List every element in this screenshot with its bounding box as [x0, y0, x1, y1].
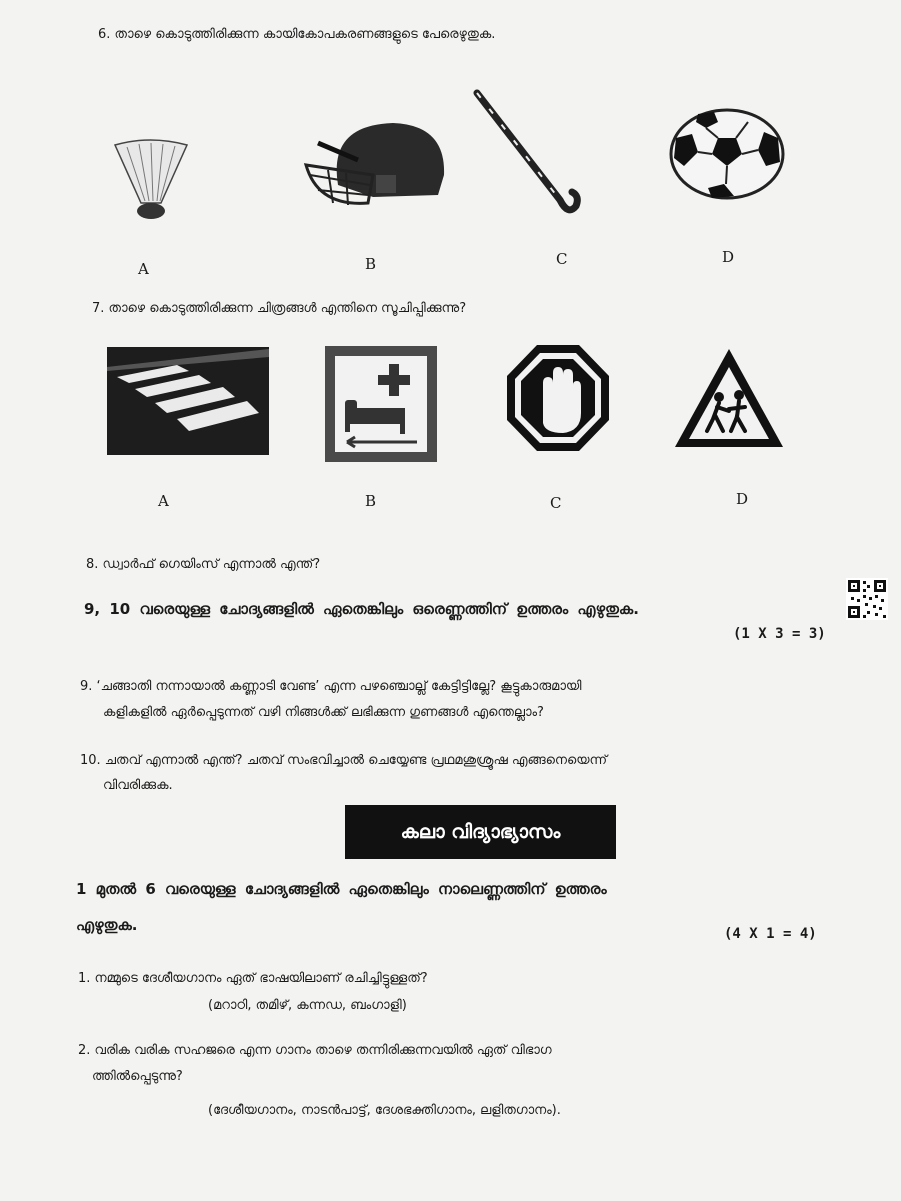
art-question-2-line-2: ത്തിൽപ്പെടുന്നു?	[92, 1069, 183, 1084]
art-section-marks: (4 X 1 = 4)	[724, 926, 817, 942]
q7-label-c: C	[550, 494, 562, 512]
shuttlecock-image	[105, 135, 195, 225]
art-section-instruction-line-1: 1 മുതൽ 6 വരെയുള്ള ചോദ്യങ്ങളിൽ ഏതെങ്കിലും നാലെണ്ണത്തിന് ഉത്തരം	[76, 880, 607, 898]
q7-label-a: A	[158, 492, 169, 510]
question-9-line-1: 9. ‘ചങ്ങാതി നന്നായാൽ കണ്ണാടി വേണ്ട’ എന്ന പഴഞ്ചൊല്ല് കേട്ടിട്ടില്ലേ? കൂട്ടുകാരുമായി	[80, 679, 582, 694]
art-question-2-options: (ദേശീയഗാനം, നാടൻപാട്ട്, ദേശഭക്തിഗാനം, ലളിതഗാനം).	[208, 1103, 561, 1118]
art-question-1: 1. നമ്മുടെ ദേശീയഗാനം ഏത് ഭാഷയിലാണ് രചിച്ചിട്ടുള്ളത്?	[78, 971, 428, 986]
qr-code-image	[846, 578, 888, 620]
art-question-2-line-1: 2. വരിക വരിക സഹജരെ എന്ന ഗാനം താഴെ തന്നിരിക്കുന്നവയിൽ ഏത് വിഭാഗ	[78, 1043, 552, 1058]
q6-label-a: A	[138, 260, 149, 278]
hockey-stick-image	[472, 88, 587, 223]
question-7: 7. താഴെ കൊടുത്തിരിക്കുന്ന ചിത്രങ്ങൾ എന്തിനെ സൂചിപ്പിക്കുന്നു?	[92, 301, 467, 316]
school-crossing-sign-image	[673, 347, 785, 451]
question-10-line-1: 10. ചതവ് എന്നാൽ എന്ത്? ചതവ് സംഭവിച്ചാൽ ചെയ്യേണ്ട പ്രഥമശുശ്രൂഷ എങ്ങനെയെന്ന്	[80, 753, 608, 768]
stop-hand-sign-image	[505, 343, 611, 453]
section-banner: കലാ വിദ്യാഭ്യാസം	[345, 805, 616, 859]
question-6: 6. താഴെ കൊടുത്തിരിക്കുന്ന കായികോപകരണങ്ങളുടെ പേരെഴുതുക.	[98, 27, 496, 42]
question-10-line-2: വിവരിക്കുക.	[103, 778, 173, 793]
question-8: 8. ഡ്വാർഫ് ഗെയിംസ് എന്നാൽ എന്ത്?	[86, 557, 321, 572]
q6-label-c: C	[556, 250, 568, 268]
q6-label-d: D	[722, 248, 735, 266]
q7-label-d: D	[736, 490, 749, 508]
art-section-instruction-line-2: എഴുതുക.	[76, 916, 138, 934]
question-9-line-2: കളികളിൽ ഏർപ്പെടുന്നത് വഴി നിങ്ങൾക്ക് ലഭിക്കുന്ന ഗുണങ്ങൾ എന്തെല്ലാം?	[103, 705, 544, 720]
zebra-crossing-image	[107, 347, 269, 455]
football-image	[668, 108, 786, 200]
cricket-helmet-image	[298, 115, 448, 210]
q7-label-b: B	[365, 492, 377, 510]
hospital-sign-image	[325, 346, 437, 462]
section-instruction: 9, 10 വരെയുള്ള ചോദ്യങ്ങളിൽ ഏതെങ്കിലും ഒരെണ്ണത്തിന് ഉത്തരം എഴുതുക.	[84, 600, 639, 618]
art-question-1-options: (മറാഠി, തമിഴ്, കന്നഡ, ബംഗാളി)	[208, 998, 407, 1013]
q6-label-b: B	[365, 255, 377, 273]
section-marks: (1 X 3 = 3)	[733, 626, 826, 642]
